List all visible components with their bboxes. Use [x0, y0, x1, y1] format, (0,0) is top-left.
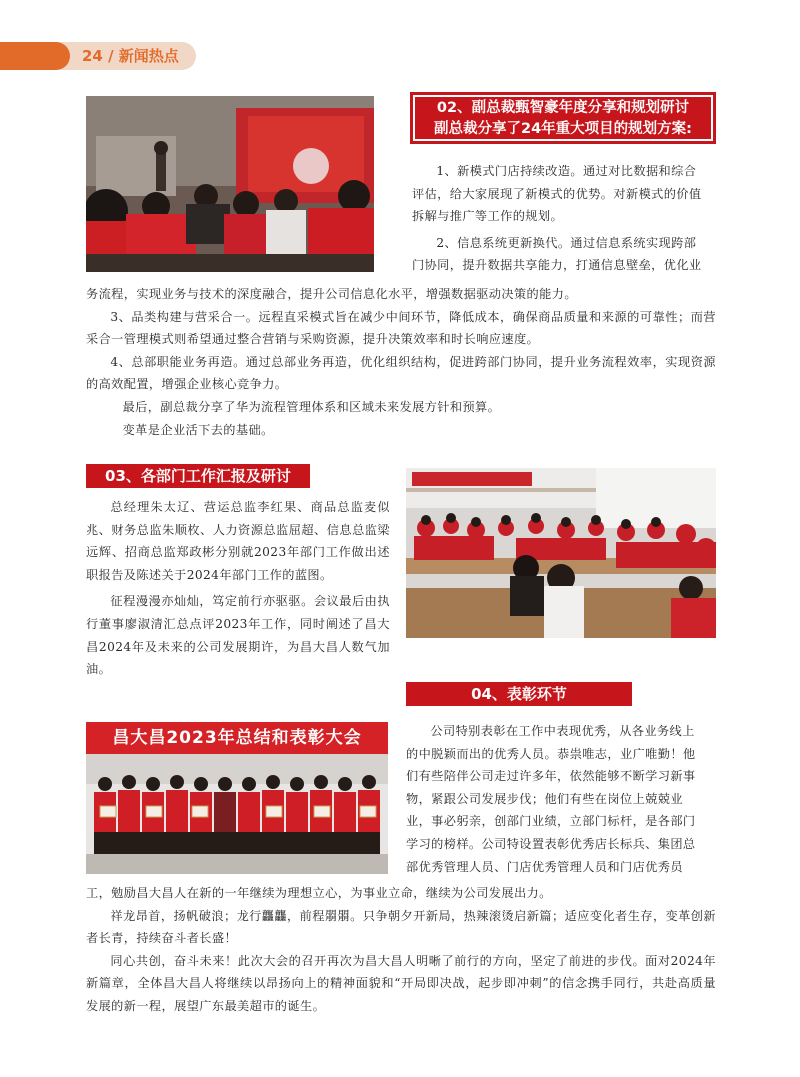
text-line: 物，紧跟公司发展步伐；他们有些在岗位上兢兢业 [406, 791, 683, 806]
section-04-right-text [406, 720, 716, 878]
section-03-heading: 03、各部门工作汇报及研讨 [86, 464, 310, 488]
section-04-full-text [86, 882, 716, 1018]
paragraph: 征程漫漫亦灿灿，笃定前行亦驱驱。会议最后由执行董事廖淑清汇总点评2023年工作，同时阐述了昌大昌2024年及未来的公司发展期许，为昌大昌人数气加油。 [86, 594, 390, 677]
text-line: 1、新模式门店持续改造。通过对比数据和综合 [436, 164, 697, 178]
text-line: 学习的榜样。公司特设置表彰优秀店长标兵、集团总 [406, 836, 696, 851]
section-02-subtitle: 副总裁分享了24年重大项目的规划方案: [434, 121, 692, 137]
photo-department-meeting [406, 468, 716, 638]
text-line: 2、信息系统更新换代。通过信息系统实现跨部 [436, 235, 697, 250]
paragraph: 工，勉励昌大昌人在新的一年继续为理想立心，为事业立命，继续为公司发展出力。 [86, 886, 552, 900]
paragraph: 祥龙昂首，扬帆破浪；龙行龘龘，前程朤朤。只争朝夕开新局，热辣滚烫启新篇；适应变化者生存，变革创新者长青，持续奋斗者长盛！ [86, 908, 716, 946]
paragraph: 同心共创，奋斗未来！此次大会的召开再次为昌大昌人明晰了前行的方向，坚定了前进的步伐。面对2024年新篇章，全体昌大昌人将继续以昂扬向上的精神面貌和“开局即决战，起步即冲刺”的信念携手同行，共赴高质量发展的新一程，展望广东最美超市的诞生。 [86, 953, 716, 1013]
text-line: 评估，给大家展现了新模式的优势。对新模式的价值 [412, 186, 702, 201]
award-event-banner: 昌大昌2023年总结和表彰大会 [86, 722, 388, 754]
paragraph: 变革是企业活下去的基础。 [122, 422, 274, 437]
paragraph: 总经理朱太辽、营运总监李红果、商品总监麦似兆、财务总监朱顺枚、人力资源总监屈超、信息总监梁远辉、招商总监郑政彬分别就2023年部门工作做出述职报告及陈述关于2024年部门工作的蓝图。 [86, 500, 390, 582]
text-line: 们有些陪伴公司走过许多年，依然能够不断学习新事 [406, 769, 696, 784]
section-02-title: 02、副总裁甄智豪年度分享和规划研讨 [436, 100, 690, 116]
page-number-label: 24 / 新闻热点 [82, 47, 179, 65]
page-header-accent [0, 42, 70, 70]
paragraph: 务流程，实现业务与技术的深度融合，提升公司信息化水平，增强数据驱动决策的能力。 [86, 287, 577, 301]
section-02-right-text [412, 160, 718, 277]
text-line: 拆解与推广等工作的规划。 [412, 209, 564, 224]
section-03-text [86, 496, 390, 681]
text-line: 公司特别表彰在工作中表现优秀，从各业务线上 [430, 724, 695, 738]
section-02-heading [410, 92, 716, 144]
text-line: 的中脱颖而出的优秀人员。恭祟唯志，业广唯勤！他 [406, 746, 696, 761]
paragraph: 3、品类构建与营采合一。远程直采模式旨在减少中间环节，降低成本，确保商品质量和来源的可靠性；而营采合一管理模式则希望通过整合营销与采购资源，提升决策效率和时长响应速度。 [86, 309, 716, 347]
section-02-full-text [86, 283, 716, 441]
text-line: 部优秀管理人员、门店优秀管理人员和门店优秀员 [406, 859, 683, 874]
text-line: 业，事必躬亲，创部门业绩，立部门标杆，是各部门 [406, 814, 696, 829]
photo-award-group [86, 754, 388, 874]
paragraph: 最后，副总裁分享了华为流程管理体系和区域未来发展方针和预算。 [122, 399, 501, 414]
photo-meeting-presentation [86, 96, 374, 272]
section-04-heading: 04、表彰环节 [406, 682, 632, 706]
paragraph: 4、总部职能业务再造。通过总部业务再造，优化组织结构，促进跨部门协同，提升业务流程效率，实现资源的高效配置，增强企业核心竞争力。 [86, 354, 716, 392]
text-line: 门协同，提升数据共享能力，打通信息壁垒，优化业 [412, 258, 702, 273]
